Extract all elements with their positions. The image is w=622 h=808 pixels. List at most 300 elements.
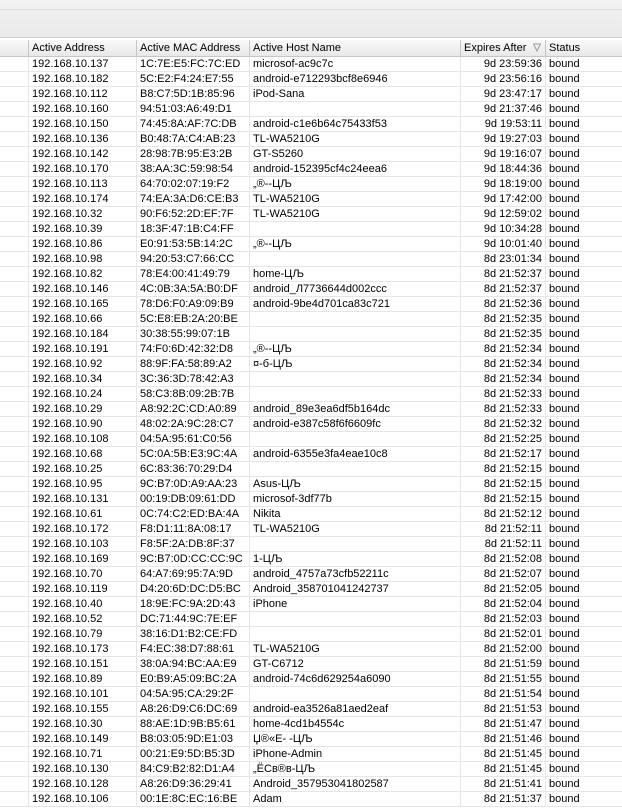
expires-after-cell: 9d 17:42:00 [461,192,546,206]
table-row[interactable] [0,687,622,702]
status-cell: bound [549,358,580,370]
table-row[interactable] [0,342,622,357]
active-address-cell: 192.168.10.71 [29,747,137,761]
mac-address-cell: 00:1E:8C:EC:16:BE [137,792,250,806]
row-flag-cell [0,252,29,266]
expires-after-cell: 9d 19:53:11 [461,117,546,131]
table-row[interactable] [0,552,622,567]
expires-after-cell: 8d 21:52:37 [461,267,546,281]
mac-address-cell: A8:26:D9:36:29:41 [137,777,250,791]
host-name-cell: TL-WA5210G [250,642,461,656]
mac-address-cell: B8:C7:5D:1B:85:96 [137,87,250,101]
row-flag-cell [0,177,29,191]
host-name-cell: Nikita [250,507,461,521]
status-cell: bound [549,778,580,790]
table-row[interactable] [0,387,622,402]
expires-after-cell: 8d 21:51:47 [461,717,546,731]
active-address-cell: 192.168.10.52 [29,612,137,626]
row-flag-cell [0,672,29,686]
status-cell: bound [549,718,580,730]
table-row[interactable] [0,162,622,177]
mac-address-cell: 58:C3:8B:09:2B:7B [137,387,250,401]
status-cell: bound [549,58,580,70]
column-header-active-address[interactable]: Active Address [29,40,137,56]
row-flag-cell [0,582,29,596]
table-row[interactable] [0,177,622,192]
mac-address-cell: 5C:E8:EB:2A:20:BE [137,312,250,326]
table-row[interactable] [0,702,622,717]
active-address-cell: 192.168.10.172 [29,522,137,536]
expires-after-cell: 8d 21:52:37 [461,282,546,296]
status-cell: bound [549,763,580,775]
column-header-flags[interactable] [0,40,29,56]
table-row[interactable] [0,732,622,747]
status-cell: bound [549,613,580,625]
expires-after-cell: 8d 21:52:15 [461,492,546,506]
table-row[interactable] [0,477,622,492]
table-row[interactable] [0,237,622,252]
mac-address-cell: 94:20:53:C7:66:CC [137,252,250,266]
table-row[interactable] [0,87,622,102]
host-name-cell: android-152395cf4c24eea6 [250,162,461,176]
active-address-cell: 192.168.10.182 [29,72,137,86]
active-address-cell: 192.168.10.113 [29,177,137,191]
table-row[interactable] [0,267,622,282]
status-cell: bound [549,523,580,535]
host-name-cell: TL-WA5210G [250,522,461,536]
host-name-cell [250,252,461,266]
host-name-cell: android-ea3526a81aed2eaf [250,702,461,716]
mac-address-cell: 00:19:DB:09:61:DD [137,492,250,506]
table-row[interactable] [0,537,622,552]
expires-after-cell: 8d 21:52:15 [461,477,546,491]
table-header [0,40,622,57]
active-address-cell: 192.168.10.106 [29,792,137,806]
status-cell: bound [549,703,580,715]
host-name-cell: android_Л7736644d002ccc [250,282,461,296]
status-cell: bound [549,373,580,385]
expires-after-cell: 8d 21:52:32 [461,417,546,431]
table-row[interactable] [0,312,622,327]
host-name-cell: Adam [250,792,461,806]
table-row[interactable] [0,102,622,117]
status-cell: bound [549,598,580,610]
row-flag-cell [0,117,29,131]
table-row[interactable] [0,132,622,147]
status-cell: bound [549,748,580,760]
row-flag-cell [0,372,29,386]
table-row[interactable] [0,282,622,297]
host-name-cell [250,222,461,236]
row-flag-cell [0,342,29,356]
row-flag-cell [0,717,29,731]
active-address-cell: 192.168.10.86 [29,237,137,251]
row-flag-cell [0,687,29,701]
expires-after-cell: 8d 21:51:41 [461,777,546,791]
table-row[interactable] [0,777,622,792]
host-name-cell: iPhone [250,597,461,611]
status-cell: bound [549,178,580,190]
active-address-cell: 192.168.10.130 [29,762,137,776]
expires-after-cell: 8d 21:52:03 [461,612,546,626]
active-address-cell: 192.168.10.40 [29,597,137,611]
host-name-cell [250,627,461,641]
table-row[interactable] [0,72,622,87]
status-cell: bound [549,448,580,460]
active-address-cell: 192.168.10.151 [29,657,137,671]
active-address-cell: 192.168.10.24 [29,387,137,401]
table-row[interactable] [0,762,622,777]
row-flag-cell [0,477,29,491]
row-flag-cell [0,72,29,86]
host-name-cell [250,387,461,401]
mac-address-cell: 38:AA:3C:59:98:54 [137,162,250,176]
active-address-cell: 192.168.10.89 [29,672,137,686]
status-cell: bound [549,403,580,415]
mac-address-cell: 88:AE:1D:9B:B5:61 [137,717,250,731]
mac-address-cell: 64:A7:69:95:7A:9D [137,567,250,581]
mac-address-cell: 78:E4:00:41:49:79 [137,267,250,281]
mac-address-cell: 1C:7E:E5:FC:7C:ED [137,57,250,71]
mac-address-cell: 18:3F:47:1B:C4:FF [137,222,250,236]
mac-address-cell: A8:92:2C:CD:A0:89 [137,402,250,416]
expires-after-cell: 8d 21:51:59 [461,657,546,671]
status-cell: bound [549,493,580,505]
mac-address-cell: 0C:74:C2:ED:BA:4A [137,507,250,521]
active-address-cell: 192.168.10.103 [29,537,137,551]
row-flag-cell [0,312,29,326]
row-flag-cell [0,432,29,446]
row-flag-cell [0,282,29,296]
status-cell: bound [549,388,580,400]
host-name-cell: ¤-б-ЦЉ [250,357,461,371]
host-name-cell [250,537,461,551]
row-flag-cell [0,777,29,791]
row-flag-cell [0,552,29,566]
mac-address-cell: 18:9E:FC:9A:2D:43 [137,597,250,611]
table-row[interactable] [0,222,622,237]
mac-address-cell: 3C:36:3D:78:42:A3 [137,372,250,386]
host-name-cell [250,432,461,446]
host-name-cell: TL-WA5210G [250,132,461,146]
column-header-active-host-name[interactable]: Active Host Name [250,40,461,56]
row-flag-cell [0,297,29,311]
table-row[interactable] [0,642,622,657]
row-flag-cell [0,102,29,116]
column-header-active-mac-address[interactable]: Active MAC Address [137,40,250,56]
status-cell: bound [549,103,580,115]
row-flag-cell [0,387,29,401]
row-flag-cell [0,642,29,656]
expires-after-cell: 8d 21:52:34 [461,342,546,356]
active-address-cell: 192.168.10.92 [29,357,137,371]
status-cell: bound [549,628,580,640]
status-cell: bound [549,658,580,670]
status-cell: bound [549,88,580,100]
expires-after-cell: 8d 21:52:00 [461,642,546,656]
expires-after-cell: 8d 21:51:46 [461,732,546,746]
mac-address-cell: E0:91:53:5B:14:2C [137,237,250,251]
active-address-cell: 192.168.10.25 [29,462,137,476]
expires-after-cell: 8d 21:52:11 [461,537,546,551]
expires-after-cell: 8d 21:52:34 [461,357,546,371]
expires-after-cell: 9d 10:01:40 [461,237,546,251]
host-name-cell: iPhone-Admin [250,747,461,761]
table-row[interactable] [0,297,622,312]
mac-address-cell: 5C:E2:F4:24:E7:55 [137,72,250,86]
status-cell: bound [549,583,580,595]
expires-after-cell: 8d 21:52:34 [461,372,546,386]
host-name-cell: Asus-ЦЉ [250,477,461,491]
status-cell: bound [549,343,580,355]
expires-after-cell: 8d 21:52:35 [461,312,546,326]
row-flag-cell [0,447,29,461]
row-flag-cell [0,222,29,236]
table-row[interactable] [0,447,622,462]
row-flag-cell [0,507,29,521]
host-name-cell [250,312,461,326]
expires-after-cell: 8d 21:52:08 [461,552,546,566]
expires-after-cell: 8d 21:52:01 [461,627,546,641]
active-address-cell: 192.168.10.119 [29,582,137,596]
active-address-cell: 192.168.10.184 [29,327,137,341]
table-row[interactable] [0,192,622,207]
active-address-cell: 192.168.10.32 [29,207,137,221]
mac-address-cell: 00:21:E9:5D:B5:3D [137,747,250,761]
host-name-cell: microsof-ac9c7c [250,57,461,71]
row-flag-cell [0,747,29,761]
expires-after-cell: 8d 21:52:17 [461,447,546,461]
active-address-cell: 192.168.10.137 [29,57,137,71]
active-address-cell: 192.168.10.82 [29,267,137,281]
active-address-cell: 192.168.10.142 [29,147,137,161]
table-row[interactable] [0,357,622,372]
host-name-cell [250,687,461,701]
status-cell: bound [549,673,580,685]
host-name-cell: android-e712293bcf8e6946 [250,72,461,86]
table-row[interactable] [0,657,622,672]
expires-after-cell: 9d 23:56:16 [461,72,546,86]
expires-after-cell: 9d 18:44:36 [461,162,546,176]
status-cell: bound [549,118,580,130]
mac-address-cell: 04:5A:95:61:C0:56 [137,432,250,446]
active-address-cell: 192.168.10.39 [29,222,137,236]
table-row[interactable] [0,492,622,507]
mac-address-cell: F8:5F:2A:DB:8F:37 [137,537,250,551]
active-address-cell: 192.168.10.66 [29,312,137,326]
status-cell: bound [549,148,580,160]
expires-after-cell: 8d 21:52:36 [461,297,546,311]
status-cell: bound [549,433,580,445]
active-address-cell: 192.168.10.170 [29,162,137,176]
active-address-cell: 192.168.10.30 [29,717,137,731]
expires-after-cell: 8d 23:01:34 [461,252,546,266]
expires-after-cell: 9d 18:19:00 [461,177,546,191]
mac-address-cell: 74:45:8A:AF:7C:DB [137,117,250,131]
table-row[interactable] [0,597,622,612]
table-row[interactable] [0,717,622,732]
host-name-cell: GT-S5260 [250,147,461,161]
status-cell: bound [549,253,580,265]
table-row[interactable] [0,792,622,807]
mac-address-cell: 04:5A:95:CA:29:2F [137,687,250,701]
row-flag-cell [0,762,29,776]
table-row[interactable] [0,432,622,447]
active-address-cell: 192.168.10.68 [29,447,137,461]
status-cell: bound [549,208,580,220]
expires-after-cell: 8d 21:52:12 [461,507,546,521]
table-row[interactable] [0,522,622,537]
active-address-cell: 192.168.10.174 [29,192,137,206]
host-name-cell: „ЁСв®в-ЦЉ [250,762,461,776]
active-address-cell: 192.168.10.173 [29,642,137,656]
table-row[interactable] [0,417,622,432]
table-row[interactable] [0,57,622,72]
row-flag-cell [0,327,29,341]
expires-after-cell: 9d 19:16:07 [461,147,546,161]
table-row[interactable] [0,747,622,762]
expires-after-cell: 9d 10:34:28 [461,222,546,236]
toolbar-divider [0,9,622,10]
row-flag-cell [0,162,29,176]
status-cell: bound [549,223,580,235]
expires-after-cell: 8d 21:52:35 [461,327,546,341]
expires-after-cell: 8d 21:52:33 [461,387,546,401]
mac-address-cell: 9C:B7:0D:CC:CC:9C [137,552,250,566]
table-row[interactable] [0,567,622,582]
status-cell: bound [549,238,580,250]
table-row[interactable] [0,327,622,342]
host-name-cell [250,102,461,116]
mac-address-cell: B0:48:7A:C4:AB:23 [137,132,250,146]
mac-address-cell: E0:B9:A5:09:BC:2A [137,672,250,686]
row-flag-cell [0,402,29,416]
mac-address-cell: 4C:0B:3A:5A:B0:DF [137,282,250,296]
row-flag-cell [0,417,29,431]
mac-address-cell: F8:D1:11:8A:08:17 [137,522,250,536]
expires-after-cell: 8d 21:52:11 [461,522,546,536]
host-name-cell [250,612,461,626]
column-header-status[interactable]: Status [549,42,581,54]
active-address-cell: 192.168.10.150 [29,117,137,131]
expires-after-cell: 8d 21:51:54 [461,687,546,701]
active-address-cell: 192.168.10.136 [29,132,137,146]
expires-after-cell: 9d 23:47:17 [461,87,546,101]
expires-after-cell: 8d 21:51:55 [461,672,546,686]
mac-address-cell: 84:C9:B2:82:D1:A4 [137,762,250,776]
active-address-cell: 192.168.10.160 [29,102,137,116]
row-flag-cell [0,147,29,161]
sort-descending-icon [533,43,541,52]
row-flag-cell [0,462,29,476]
active-address-cell: 192.168.10.95 [29,477,137,491]
host-name-cell [250,327,461,341]
host-name-cell [250,372,461,386]
status-cell: bound [549,688,580,700]
host-name-cell: „®--ЦЉ [250,342,461,356]
mac-address-cell: A8:26:D9:C6:DC:69 [137,702,250,716]
row-flag-cell [0,207,29,221]
table-row[interactable] [0,117,622,132]
host-name-cell: microsof-3df77b [250,492,461,506]
mac-address-cell: 90:F6:52:2D:EF:7F [137,207,250,221]
mac-address-cell: 94:51:03:A6:49:D1 [137,102,250,116]
host-name-cell: TL-WA5210G [250,192,461,206]
host-name-cell: Џ®«Е- -ЦЉ [250,732,461,746]
status-cell: bound [549,73,580,85]
row-flag-cell [0,57,29,71]
host-name-cell: android-9be4d701ca83c721 [250,297,461,311]
active-address-cell: 192.168.10.70 [29,567,137,581]
row-flag-cell [0,132,29,146]
column-header-expires-after[interactable] [461,40,546,56]
host-name-cell: home-4cd1b4554c [250,717,461,731]
host-name-cell: „®--ЦЉ [250,237,461,251]
mac-address-cell: 88:9F:FA:58:89:A2 [137,357,250,371]
status-cell: bound [549,553,580,565]
table-row[interactable] [0,462,622,477]
table-row[interactable] [0,207,622,222]
row-flag-cell [0,792,29,806]
status-cell: bound [549,283,580,295]
mac-address-cell: 30:38:55:99:07:1B [137,327,250,341]
host-name-cell: Android_358701041242737 [250,582,461,596]
expires-after-cell: 8d 21:51:45 [461,747,546,761]
host-name-cell: iPod-Sana [250,87,461,101]
table-row[interactable] [0,672,622,687]
row-flag-cell [0,537,29,551]
active-address-cell: 192.168.10.191 [29,342,137,356]
table-row[interactable] [0,147,622,162]
expires-after-cell: 9d 23:59:36 [461,57,546,71]
row-flag-cell [0,237,29,251]
expires-after-cell: 8d 21:51:53 [461,702,546,716]
table-row[interactable] [0,402,622,417]
table-row[interactable] [0,372,622,387]
host-name-cell: android-e387c58f6f6609fc [250,417,461,431]
status-cell: bound [549,268,580,280]
active-address-cell: 192.168.10.112 [29,87,137,101]
active-address-cell: 192.168.10.165 [29,297,137,311]
table-row[interactable] [0,612,622,627]
row-flag-cell [0,612,29,626]
table-row[interactable] [0,252,622,267]
row-flag-cell [0,192,29,206]
status-cell: bound [549,643,580,655]
host-name-cell: android-74c6d629254a6090 [250,672,461,686]
mac-address-cell: D4:20:6D:DC:D5:BC [137,582,250,596]
column-header-expires-after-label: Expires After [464,42,527,54]
active-address-cell: 192.168.10.61 [29,507,137,521]
mac-address-cell: B8:03:05:9D:E1:03 [137,732,250,746]
active-address-cell: 192.168.10.155 [29,702,137,716]
table-row[interactable] [0,627,622,642]
mac-address-cell: 78:D6:F0:A9:09:B9 [137,297,250,311]
expires-after-cell: 8d 21:52:25 [461,432,546,446]
status-cell: bound [549,463,580,475]
mac-address-cell: 64:70:02:07:19:F2 [137,177,250,191]
expires-after-cell: 8d 21:51:37 [461,792,546,806]
table-row[interactable] [0,582,622,597]
row-flag-cell [0,732,29,746]
expires-after-cell: 9d 12:59:02 [461,207,546,221]
mac-address-cell: DC:71:44:9C:7E:EF [137,612,250,626]
lease-table-body [0,57,622,808]
host-name-cell: android-6355e3fa4eae10c8 [250,447,461,461]
row-flag-cell [0,87,29,101]
host-name-cell: android_89e3ea6df5b164dc [250,402,461,416]
table-row[interactable] [0,507,622,522]
